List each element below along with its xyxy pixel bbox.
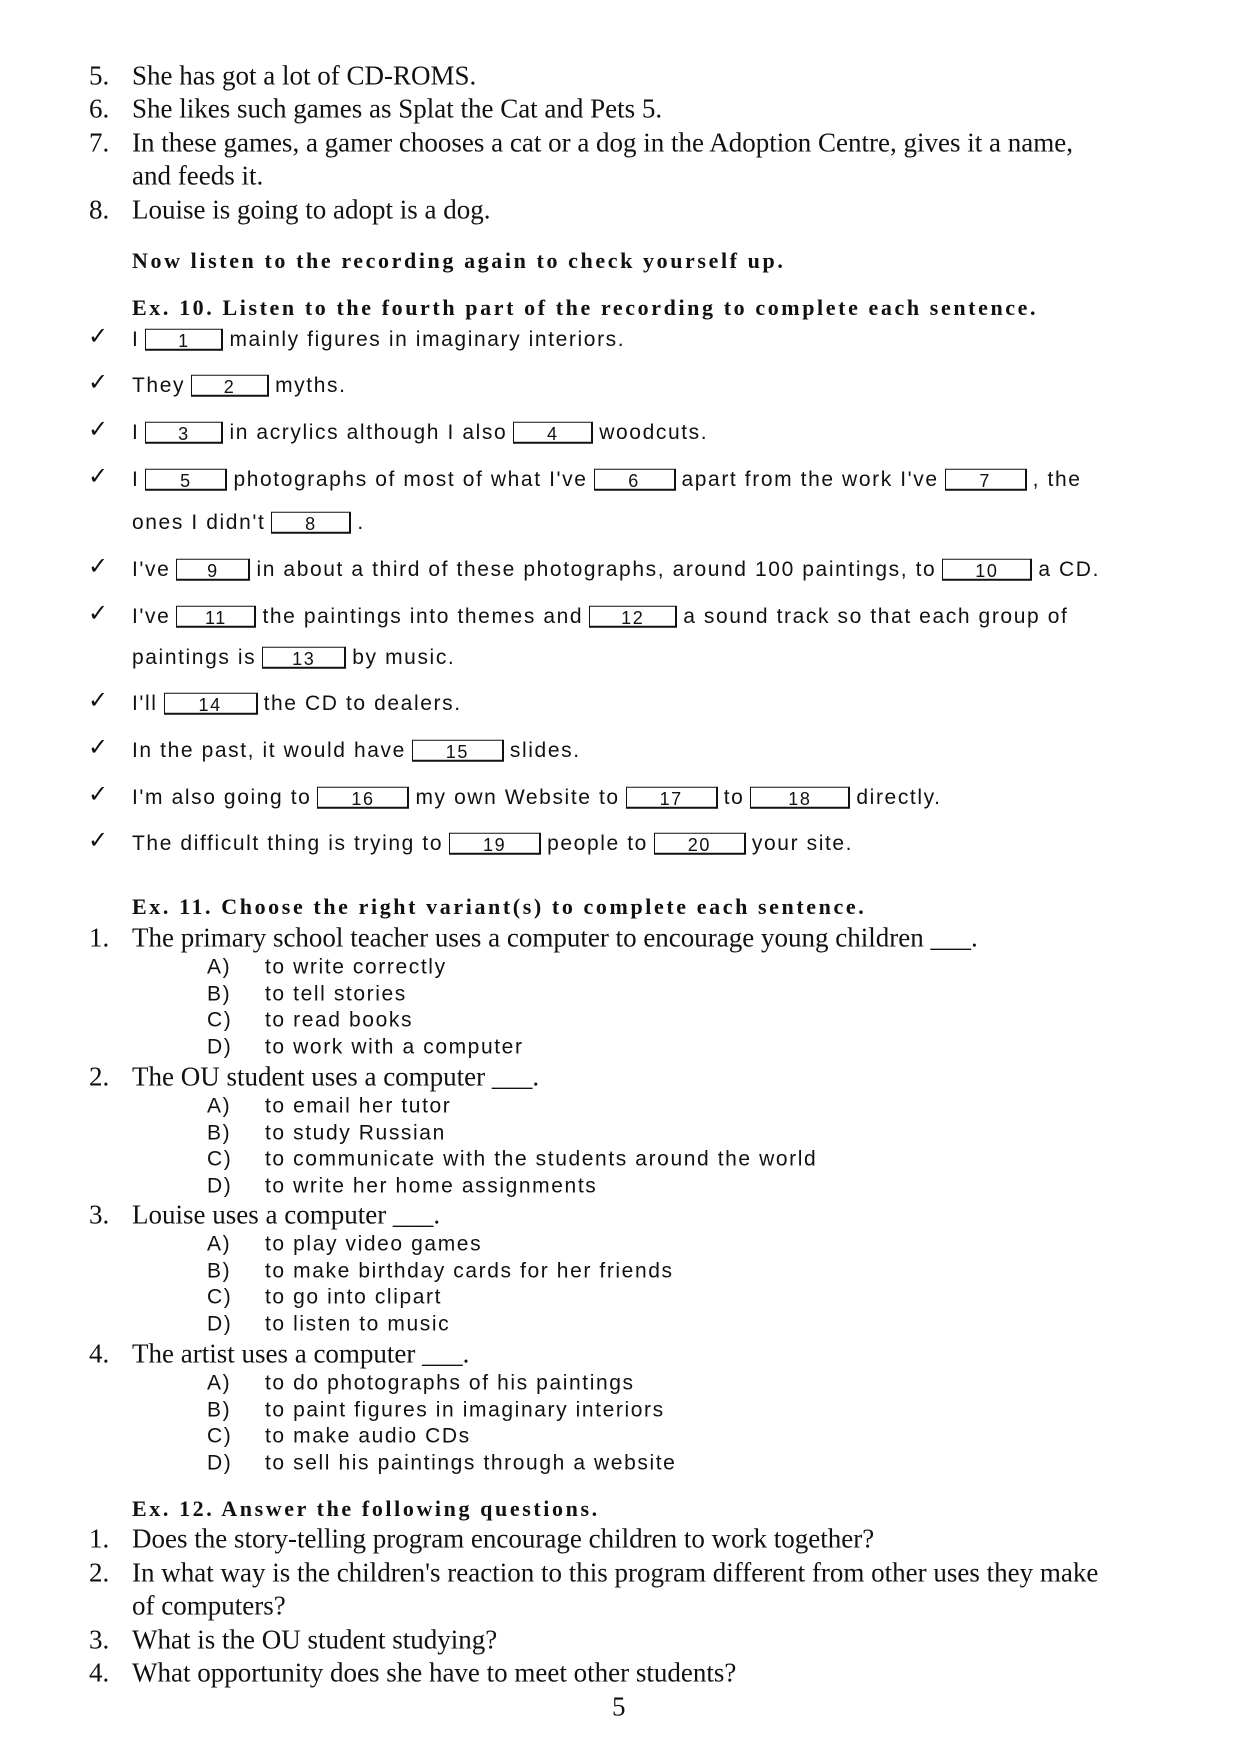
list-number: 7. xyxy=(89,127,110,158)
sentence-text: ones I didn't xyxy=(132,510,266,534)
option-letter[interactable]: B) xyxy=(207,982,232,1005)
sentence-text: woodcuts. xyxy=(599,420,709,444)
question-text: In what way is the children's reaction to this program different from other uses they make xyxy=(132,1557,1099,1588)
question-text: Does the story-telling program encourage children to work together? xyxy=(132,1523,875,1554)
sentence-text: , the xyxy=(1032,467,1082,491)
option-letter[interactable]: D) xyxy=(207,1451,233,1474)
option-text[interactable]: to tell stories xyxy=(265,982,407,1005)
sentence-text: a CD. xyxy=(1038,557,1101,581)
gap-fill-sentence xyxy=(132,469,1082,491)
option-letter[interactable]: B) xyxy=(207,1398,232,1421)
option-text[interactable]: to make birthday cards for her friends xyxy=(265,1259,674,1282)
sentence-text: a sound track so that each group of xyxy=(683,604,1069,628)
answer-box[interactable]: 1 xyxy=(145,329,223,351)
option-text[interactable]: to write her home assignments xyxy=(265,1174,598,1197)
sentence-text: I'm also going to xyxy=(132,785,312,809)
answer-box[interactable]: 9 xyxy=(176,559,250,581)
sentence-text: paintings is xyxy=(132,645,257,669)
gap-fill-sentence xyxy=(132,559,1100,581)
checkmark-icon: ✓ xyxy=(88,686,109,714)
option-text[interactable]: to play video games xyxy=(265,1232,483,1256)
option-text[interactable]: to email her tutor xyxy=(265,1094,452,1118)
exercise-12-heading: Ex. 12. Answer the following questions. xyxy=(132,1496,600,1521)
option-text[interactable]: to make audio CDs xyxy=(265,1424,471,1448)
option-letter[interactable]: B) xyxy=(207,1259,232,1282)
instruction-note: Now listen to the recording again to check yourself up. xyxy=(132,248,786,273)
answer-box[interactable]: 8 xyxy=(271,512,351,534)
sentence-text: apart from the work I've xyxy=(681,467,939,491)
checkmark-icon: ✓ xyxy=(88,415,109,443)
question-number: 1. xyxy=(89,922,110,953)
gap-fill-sentence xyxy=(132,422,708,444)
checkmark-icon: ✓ xyxy=(88,462,109,490)
answer-box[interactable]: 10 xyxy=(942,559,1032,581)
option-letter[interactable]: A) xyxy=(207,1232,232,1256)
answer-box[interactable]: 15 xyxy=(412,740,504,762)
sentence-text: myths. xyxy=(275,373,347,397)
option-text[interactable]: to write correctly xyxy=(265,955,447,979)
gap-fill-sentence xyxy=(132,512,365,534)
gap-fill-sentence xyxy=(132,740,581,762)
sentence-text: by music. xyxy=(352,645,456,669)
gap-fill-sentence xyxy=(132,375,347,397)
option-text[interactable]: to sell his paintings through a website xyxy=(265,1451,677,1474)
sentence-text: In the past, it would have xyxy=(132,738,406,762)
answer-box[interactable]: 19 xyxy=(449,833,541,855)
question-text: The artist uses a computer ___. xyxy=(132,1338,470,1369)
sentence-text: I xyxy=(132,467,140,491)
option-letter[interactable]: D) xyxy=(207,1035,233,1058)
answer-box[interactable]: 14 xyxy=(164,693,258,715)
option-letter[interactable]: D) xyxy=(207,1174,233,1197)
option-letter[interactable]: C) xyxy=(207,1008,233,1032)
question-number: 2. xyxy=(89,1061,110,1092)
answer-box[interactable]: 20 xyxy=(654,833,746,855)
sentence-text: your site. xyxy=(751,831,854,855)
list-number: 5. xyxy=(89,60,110,91)
sentence-text: I xyxy=(132,327,140,351)
question-text: What opportunity does she have to meet other students? xyxy=(132,1657,737,1688)
answer-box[interactable]: 6 xyxy=(594,469,676,491)
option-letter[interactable]: A) xyxy=(207,955,232,979)
option-text[interactable]: to communicate with the students around the world xyxy=(265,1147,818,1171)
gap-fill-sentence xyxy=(132,693,462,715)
page-number: 5 xyxy=(612,1691,626,1722)
question-text: The OU student uses a computer ___. xyxy=(132,1061,540,1092)
sentence-text: directly. xyxy=(856,785,942,809)
gap-fill-sentence xyxy=(132,329,625,351)
sentence-text: I xyxy=(132,420,140,444)
sentence-text: slides. xyxy=(509,738,581,762)
question-number: 1. xyxy=(89,1523,110,1554)
answer-box[interactable]: 4 xyxy=(513,422,593,444)
exercise-11-heading: Ex. 11. Choose the right variant(s) to complete each sentence. xyxy=(132,894,867,919)
answer-box[interactable]: 2 xyxy=(191,375,269,397)
sentence-text: my own Website to xyxy=(415,785,620,809)
sentence-text: I'll xyxy=(132,691,158,715)
question-text: The primary school teacher uses a computer to encourage young children ___. xyxy=(132,922,978,953)
question-number: 4. xyxy=(89,1338,110,1369)
gap-fill-sentence xyxy=(132,647,455,669)
sentence-text: They xyxy=(132,373,186,397)
option-letter[interactable]: B) xyxy=(207,1121,232,1144)
gap-fill-sentence xyxy=(132,606,1068,628)
option-letter[interactable]: C) xyxy=(207,1424,233,1448)
option-text[interactable]: to work with a computer xyxy=(265,1035,524,1058)
sentence-text: in about a third of these photographs, around 100 paintings, to xyxy=(256,557,937,581)
option-text[interactable]: to read books xyxy=(265,1008,414,1032)
list-number: 8. xyxy=(89,194,110,225)
list-item-text: Louise is going to adopt is a dog. xyxy=(132,194,491,225)
answer-box[interactable]: 5 xyxy=(145,469,227,491)
sentence-text: the paintings into themes and xyxy=(262,604,584,628)
option-letter[interactable]: A) xyxy=(207,1371,232,1395)
answer-box[interactable]: 18 xyxy=(750,787,850,809)
checkmark-icon: ✓ xyxy=(88,826,109,854)
list-item-text: In these games, a gamer chooses a cat or a dog in the Adoption Centre, gives it a name, xyxy=(132,127,1073,158)
checkmark-icon: ✓ xyxy=(88,733,109,761)
answer-box[interactable]: 16 xyxy=(317,787,409,809)
list-item-text: She has got a lot of CD-ROMS. xyxy=(132,60,477,91)
question-number: 3. xyxy=(89,1199,110,1230)
question-text: What is the OU student studying? xyxy=(132,1624,498,1655)
checkmark-icon: ✓ xyxy=(88,368,109,396)
sentence-text: to xyxy=(723,785,745,809)
sentence-text: . xyxy=(357,510,365,534)
sentence-text: in acrylics although I also xyxy=(229,420,508,444)
option-text[interactable]: to paint figures in imaginary interiors xyxy=(265,1398,665,1421)
answer-box[interactable]: 11 xyxy=(176,606,256,628)
answer-box[interactable]: 7 xyxy=(945,469,1027,491)
option-text[interactable]: to listen to music xyxy=(265,1312,451,1335)
list-number: 6. xyxy=(89,93,110,124)
sentence-text: I've xyxy=(132,604,171,628)
question-number: 2. xyxy=(89,1557,110,1588)
question-number: 4. xyxy=(89,1657,110,1688)
question-text: Louise uses a computer ___. xyxy=(132,1199,441,1230)
list-item-text: and feeds it. xyxy=(132,160,264,191)
option-letter[interactable]: D) xyxy=(207,1312,233,1335)
question-number: 3. xyxy=(89,1624,110,1655)
list-item-text: She likes such games as Splat the Cat and Pets 5. xyxy=(132,93,663,124)
checkmark-icon: ✓ xyxy=(88,552,109,580)
gap-fill-sentence xyxy=(132,787,942,809)
checkmark-icon: ✓ xyxy=(88,599,109,627)
checkmark-icon: ✓ xyxy=(88,780,109,808)
option-letter[interactable]: C) xyxy=(207,1147,233,1171)
option-text[interactable]: to do photographs of his paintings xyxy=(265,1371,635,1395)
sentence-text: people to xyxy=(547,831,648,855)
answer-box[interactable]: 12 xyxy=(589,606,677,628)
option-letter[interactable]: A) xyxy=(207,1094,232,1118)
gap-fill-sentence xyxy=(132,833,853,855)
sentence-text: I've xyxy=(132,557,171,581)
checkmark-icon: ✓ xyxy=(88,322,109,350)
exercise-10-heading: Ex. 10. Listen to the fourth part of the recording to complete each sentence. xyxy=(132,295,1039,320)
answer-box[interactable]: 13 xyxy=(262,647,346,669)
sentence-text: mainly figures in imaginary interiors. xyxy=(229,327,626,351)
sentence-text: the CD to dealers. xyxy=(263,691,462,715)
answer-box[interactable]: 3 xyxy=(145,422,223,444)
sentence-text: photographs of most of what I've xyxy=(233,467,588,491)
option-text[interactable]: to go into clipart xyxy=(265,1285,443,1309)
question-text: of computers? xyxy=(132,1590,286,1621)
option-letter[interactable]: C) xyxy=(207,1285,233,1309)
sentence-text: The difficult thing is trying to xyxy=(132,831,444,855)
option-text[interactable]: to study Russian xyxy=(265,1121,446,1144)
answer-box[interactable]: 17 xyxy=(626,787,718,809)
